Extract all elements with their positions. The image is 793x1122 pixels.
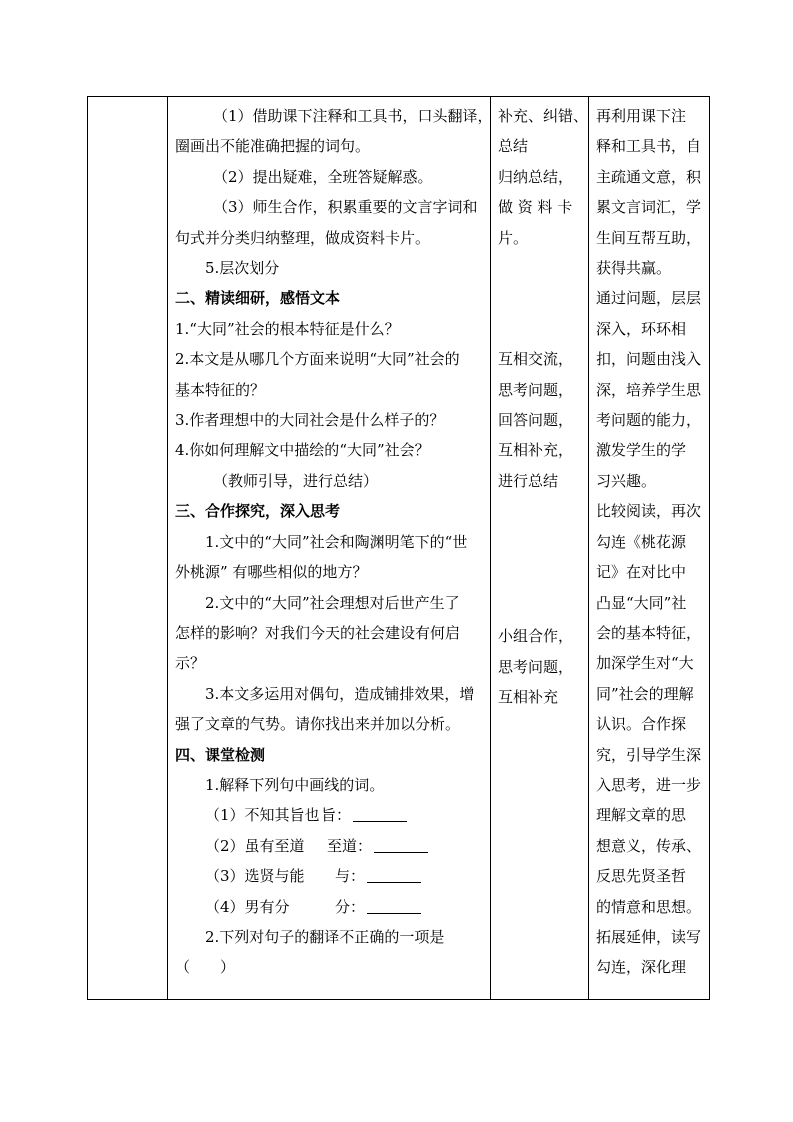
intent-line: 扣，问题由浅入: [596, 350, 702, 369]
intent-line: 入思考，进一步: [596, 775, 702, 794]
intent-line: 同”社会的理解: [596, 684, 694, 703]
table-row: [88, 97, 710, 1000]
question-line: 2.下列对句子的翻译不正确的一项是: [205, 927, 445, 946]
intent-line: 想意义，传承、: [596, 836, 702, 855]
activity-line: 思考问题，: [498, 657, 574, 676]
section-heading: 三、合作探究，深入思考: [175, 502, 341, 521]
student-activity: [491, 97, 588, 713]
stage-column-cell: [88, 97, 168, 1000]
question-line: 1.解释下列句中画线的词。: [205, 775, 385, 794]
intent-line: 主疏通文意，积: [596, 167, 702, 186]
activity-line: 小组合作，: [498, 627, 574, 646]
vocab-item: [175, 831, 483, 861]
activity-line: 进行总结: [498, 471, 559, 490]
activity-line: 总结: [498, 137, 529, 156]
intent-line: 记》在对比中: [596, 563, 687, 582]
vocab-label: 与：: [335, 867, 366, 886]
answer-blank: [367, 897, 421, 914]
answer-blank: [353, 805, 407, 822]
question-line: 1.“大同”社会的根本特征是什么？: [175, 319, 400, 338]
intent-line: 加深学生对“大: [596, 654, 694, 673]
activity-line: 思考问题，: [498, 380, 574, 399]
intent-line: 通过问题，层层: [596, 289, 702, 308]
answer-blank: [367, 866, 421, 883]
question-line: 2.本文是从哪几个方面来说明“大同”社会的: [175, 350, 460, 369]
intent-line: 深入，环环相: [596, 319, 687, 338]
question-line: 2.文中的“大同”社会理想对后世产生了: [205, 593, 460, 612]
question-line: 3.作者理想中的大同社会是什么样子的？: [175, 411, 445, 430]
vocab-phrase: （1）不知其旨也: [205, 806, 320, 825]
question-line: 基本特征的？: [175, 380, 266, 399]
content-line: （2）提出疑难，全班答疑解惑。: [213, 167, 433, 186]
intent-line: 拓展延伸，读写: [596, 927, 702, 946]
activity-line: 互相补充: [498, 688, 559, 707]
answer-blank: [374, 836, 428, 853]
vocab-label: 至道：: [327, 836, 373, 855]
vocab-label: 分：: [335, 897, 366, 916]
vocab-phrase: （3）选贤与能: [205, 867, 305, 886]
activity-line: 片。: [498, 228, 529, 247]
intent-line: 获得共赢。: [596, 259, 672, 278]
intent-line: 究，引导学生深: [596, 745, 702, 764]
activity-line: 互相补充，: [498, 441, 574, 460]
intent-line: 深，培养学生思: [596, 380, 702, 399]
intent-line: 勾连，深化理: [596, 958, 687, 977]
intent-line: 释和工具书，自: [596, 137, 702, 156]
intent-line: 认识。合作探: [596, 715, 687, 734]
activity-line: 回答问题，: [498, 411, 574, 430]
question-line: 3.本文多运用对偶句，造成铺排效果，增: [205, 684, 475, 703]
question-line: 外桃源” 有哪些相似的地方？: [175, 563, 368, 582]
question-line: （ ）: [175, 958, 236, 977]
vocab-item: [175, 861, 483, 891]
intent-line: 比较阅读，再次: [596, 502, 702, 521]
design-intent-cell: [589, 97, 710, 1000]
question-line: 1.文中的“大同”社会和陶渊明笔下的“世: [205, 532, 468, 551]
intent-line: 勾连《桃花源: [596, 532, 687, 551]
vocab-phrase: （4）男有分: [205, 897, 290, 916]
lesson-plan-table: [87, 96, 710, 1000]
content-line: （3）师生合作，积累重要的文言字词和: [213, 198, 478, 217]
vocab-phrase: （2）虽有至道: [205, 836, 305, 855]
intent-line: 累文言词汇，学: [596, 198, 702, 217]
question-line: 示？: [175, 654, 206, 673]
teaching-content-cell: [168, 97, 491, 1000]
intent-line: 习兴趣。: [596, 471, 657, 490]
section-heading: 四、课堂检测: [175, 745, 266, 764]
intent-line: 生间互帮互助，: [596, 228, 702, 247]
intent-line: 会的基本特征，: [596, 623, 702, 642]
question-line: 4.你如何理解文中描绘的“大同”社会？: [175, 441, 430, 460]
activity-line: 做 资 料 卡: [498, 198, 573, 217]
vocab-label: 旨：: [321, 806, 352, 825]
vocab-item: [175, 892, 483, 922]
vocab-item: [175, 800, 483, 830]
activity-line: 互相交流，: [498, 350, 574, 369]
intent-line: 再利用课下注: [596, 107, 687, 125]
student-activity-cell: [491, 97, 589, 1000]
content-line: 5.层次划分: [205, 259, 280, 278]
content-line: 圈画出不能准确把握的词句。: [175, 137, 371, 156]
intent-line: 反思先贤圣哲: [596, 867, 687, 886]
section-heading: 二、精读细研，感悟文本: [175, 289, 341, 308]
intent-line: 的情意和思想。: [596, 897, 702, 916]
intent-line: 凸显“大同”社: [596, 593, 687, 612]
content-line: （1）借助课下注释和工具书，口头翻译，: [213, 107, 493, 125]
teaching-content: [168, 97, 493, 983]
design-intent: [589, 97, 709, 983]
content-line: 句式并分类归纳整理，做成资料卡片。: [175, 228, 431, 247]
intent-line: 考问题的能力，: [596, 411, 702, 430]
activity-line: 补充、纠错、: [498, 107, 589, 125]
intent-line: 激发学生的学: [596, 441, 687, 460]
question-line: 怎样的影响？对我们今天的社会建设有何启: [175, 623, 461, 642]
intent-line: 理解文章的思: [596, 806, 687, 825]
content-line: （教师引导，进行总结）: [213, 471, 379, 490]
activity-line: 归纳总结，: [498, 167, 574, 186]
stage-text: [88, 97, 167, 101]
question-line: 强了文章的气势。请你找出来并加以分析。: [175, 715, 461, 734]
